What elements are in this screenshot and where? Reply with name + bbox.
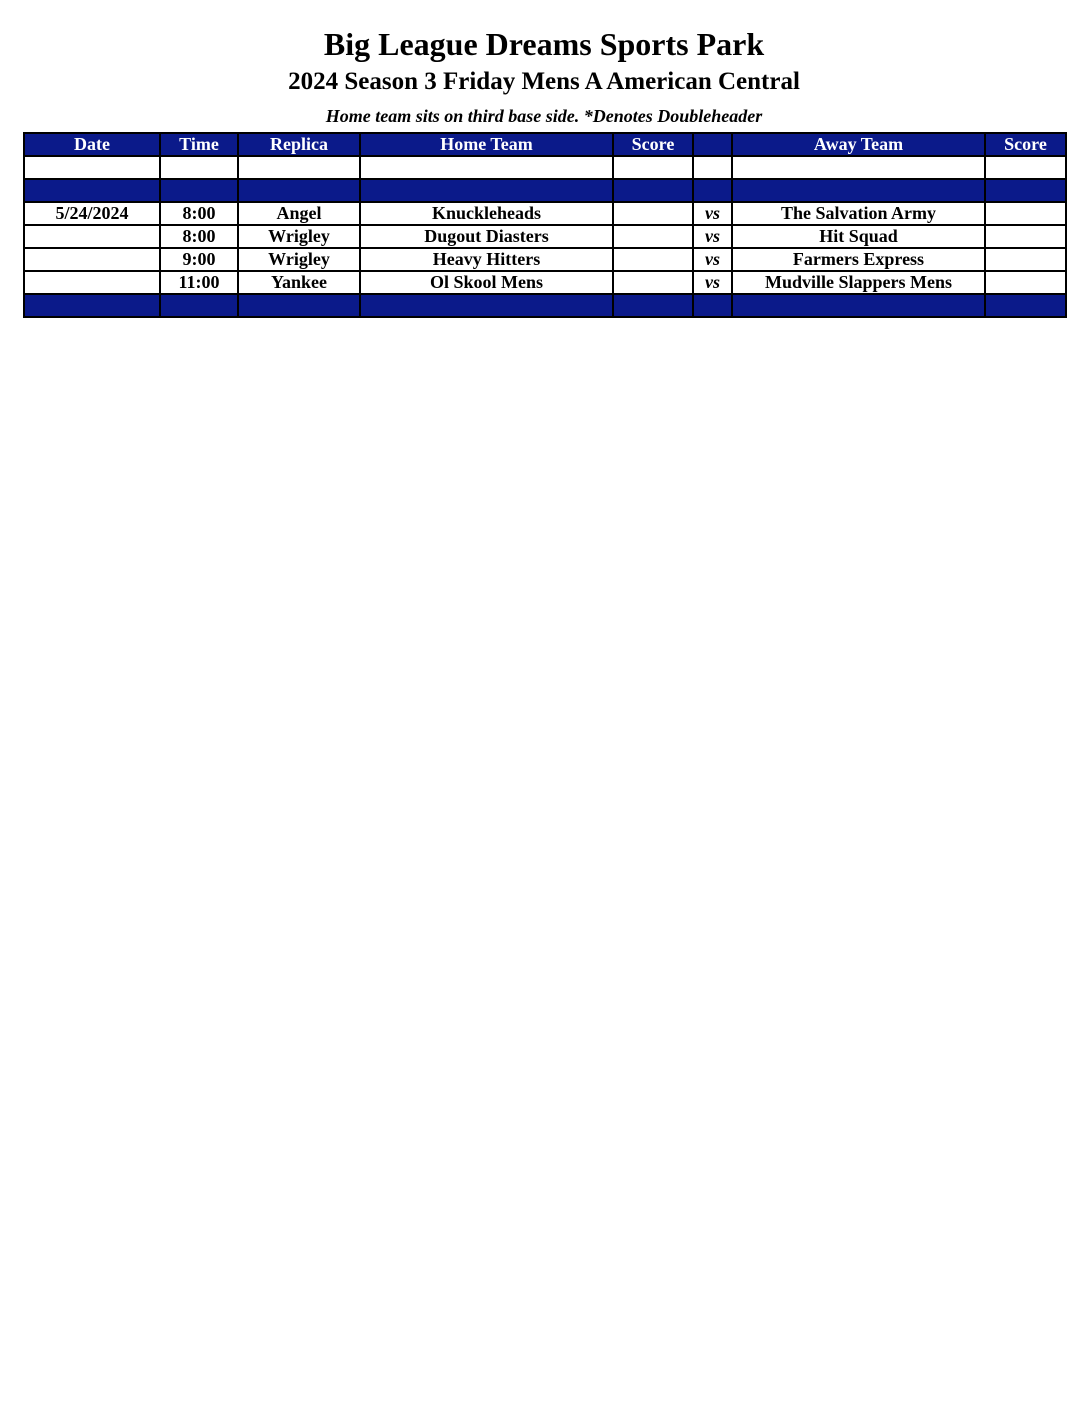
game-replica: Wrigley	[238, 225, 360, 248]
empty-cell	[160, 156, 238, 179]
home-team: Knuckleheads	[360, 202, 613, 225]
band-cell	[732, 294, 985, 317]
empty-cell	[985, 156, 1066, 179]
schedule-subtitle: 2024 Season 3 Friday Mens A American Central	[288, 68, 800, 95]
band-cell	[360, 294, 613, 317]
band-cell	[160, 294, 238, 317]
header-row	[24, 133, 1066, 156]
home-team: Ol Skool Mens	[360, 271, 613, 294]
home-team: Dugout Diasters	[360, 225, 613, 248]
band-cell	[238, 294, 360, 317]
away-team: Farmers Express	[732, 248, 985, 271]
table-row	[24, 271, 1066, 294]
game-date	[24, 248, 160, 271]
band-cell	[985, 179, 1066, 202]
game-time: 8:00	[160, 202, 238, 225]
separator-band-row	[24, 179, 1066, 202]
game-time: 8:00	[160, 225, 238, 248]
away-score	[985, 248, 1066, 271]
home-score	[613, 271, 693, 294]
empty-cell	[24, 156, 160, 179]
column-header-home-team: Home Team	[360, 133, 613, 156]
vs-label: vs	[693, 225, 732, 248]
game-replica: Yankee	[238, 271, 360, 294]
empty-cell	[693, 156, 732, 179]
column-header-time: Time	[160, 133, 238, 156]
band-cell	[732, 179, 985, 202]
game-time: 11:00	[160, 271, 238, 294]
band-cell	[160, 179, 238, 202]
band-cell	[24, 179, 160, 202]
away-score	[985, 202, 1066, 225]
game-replica: Angel	[238, 202, 360, 225]
vs-label: vs	[693, 271, 732, 294]
game-time: 9:00	[160, 248, 238, 271]
band-cell	[693, 179, 732, 202]
table-row	[24, 225, 1066, 248]
empty-cell	[360, 156, 613, 179]
band-cell	[693, 294, 732, 317]
empty-cell	[238, 156, 360, 179]
column-header-home-score: Score	[613, 133, 693, 156]
game-date	[24, 225, 160, 248]
column-header-vs	[693, 133, 732, 156]
table-row	[24, 248, 1066, 271]
column-header-replica: Replica	[238, 133, 360, 156]
game-date: 5/24/2024	[24, 202, 160, 225]
empty-cell	[732, 156, 985, 179]
home-score	[613, 225, 693, 248]
vs-label: vs	[693, 202, 732, 225]
home-score	[613, 248, 693, 271]
band-cell	[613, 294, 693, 317]
table-row	[24, 202, 1066, 225]
home-score	[613, 202, 693, 225]
vs-label: vs	[693, 248, 732, 271]
band-cell	[24, 294, 160, 317]
game-date	[24, 271, 160, 294]
schedule-table	[23, 132, 1067, 318]
away-team: Hit Squad	[732, 225, 985, 248]
schedule-note: Home team sits on third base side. *Denotes Doubleheader	[325, 106, 763, 126]
column-header-away-score: Score	[985, 133, 1066, 156]
band-cell	[985, 294, 1066, 317]
empty-cell	[613, 156, 693, 179]
band-cell	[238, 179, 360, 202]
game-replica: Wrigley	[238, 248, 360, 271]
away-score	[985, 271, 1066, 294]
away-team: Mudville Slappers Mens	[732, 271, 985, 294]
column-header-date: Date	[24, 133, 160, 156]
away-score	[985, 225, 1066, 248]
band-cell	[613, 179, 693, 202]
home-team: Heavy Hitters	[360, 248, 613, 271]
away-team: The Salvation Army	[732, 202, 985, 225]
separator-band-row	[24, 294, 1066, 317]
page-title: Big League Dreams Sports Park	[323, 26, 765, 62]
band-cell	[360, 179, 613, 202]
empty-row	[24, 156, 1066, 179]
column-header-away-team: Away Team	[732, 133, 985, 156]
